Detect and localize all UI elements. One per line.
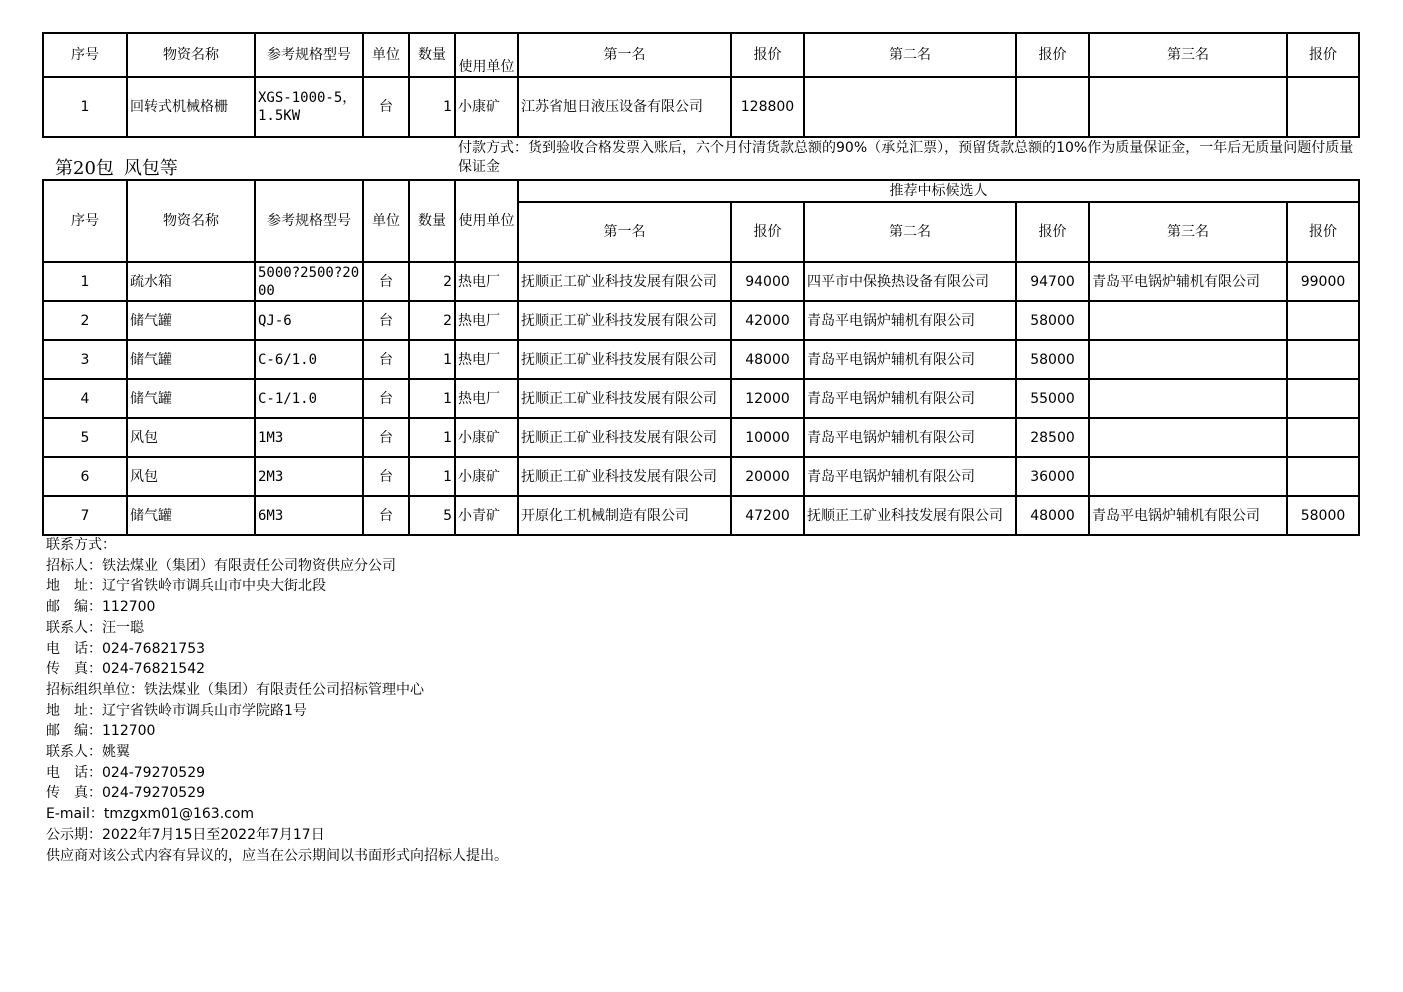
header-second: 第二名 [804,202,1016,262]
cell-price-1: 48000 [731,340,804,379]
cell-spec: 6M3 [255,496,363,535]
header-qty: 数量 [409,33,455,77]
cell-dept: 热电厂 [455,262,518,301]
cell-third [1089,301,1287,340]
cell-second: 四平市中保换热设备有限公司 [804,262,1016,301]
objection-notice: 供应商对该公式内容有异议的，应当在公示期间以书面形式向招标人提出。 [46,847,508,864]
cell-price-2: 58000 [1016,301,1089,340]
cell-name: 储气罐 [127,379,255,418]
cell-name: 疏水箱 [127,262,255,301]
table-header-row [43,33,1359,77]
cell-price-3: 58000 [1287,496,1359,535]
package-title [55,154,188,180]
cell-unit: 台 [363,418,409,457]
cell-second: 青岛平电锅炉辅机有限公司 [804,457,1016,496]
agency-address: 地 址：辽宁省铁岭市调兵山市学院路1号 [46,702,307,719]
cell-price-3: 99000 [1287,262,1359,301]
publicity-period: 公示期：2022年7月15日至2022年7月17日 [46,826,325,843]
cell-seq: 7 [43,496,127,535]
contact-info [46,535,508,866]
header-recommend: 推荐中标候选人 [518,180,1359,202]
cell-qty: 5 [409,496,455,535]
bid-table-previous-package [42,32,1360,138]
table-row [43,457,1359,496]
cell-unit: 台 [363,496,409,535]
cell-seq: 3 [43,340,127,379]
cell-qty: 2 [409,301,455,340]
table-header-row [43,180,1359,202]
cell-name: 储气罐 [127,496,255,535]
cell-first: 抚顺正工矿业科技发展有限公司 [518,418,731,457]
cell-spec: XGS-1000-5，1.5KW [255,77,363,137]
table-row [43,340,1359,379]
cell-third [1089,340,1287,379]
cell-price-1: 94000 [731,262,804,301]
tenderer-fax: 传 真：024-76821542 [46,661,206,678]
cell-third: 青岛平电锅炉辅机有限公司 [1089,496,1287,535]
cell-price-1: 42000 [731,301,804,340]
cell-first: 抚顺正工矿业科技发展有限公司 [518,457,731,496]
header-third: 第三名 [1089,202,1287,262]
cell-price-3 [1287,418,1359,457]
cell-first: 江苏省旭日液压设备有限公司 [518,77,731,137]
header-price-3: 报价 [1287,33,1359,77]
header-price-2: 报价 [1016,202,1089,262]
cell-qty: 1 [409,379,455,418]
agency-postcode: 邮 编：112700 [46,723,156,740]
cell-price-2: 48000 [1016,496,1089,535]
header-second: 第二名 [804,33,1016,77]
contact-heading: 联系方式： [46,537,116,553]
cell-dept: 热电厂 [455,340,518,379]
cell-qty: 1 [409,77,455,137]
table-row [43,262,1359,301]
cell-first: 抚顺正工矿业科技发展有限公司 [518,340,731,379]
cell-price-2: 58000 [1016,340,1089,379]
cell-price-1: 20000 [731,457,804,496]
header-dept: 使用单位 [455,33,518,77]
cell-qty: 2 [409,262,455,301]
tenderer-postcode: 邮 编：112700 [46,599,156,616]
cell-dept: 热电厂 [455,301,518,340]
cell-seq: 1 [43,262,127,301]
agency-phone: 电 话：024-79270529 [46,764,206,781]
cell-third [1089,379,1287,418]
package-number: 第20包 [55,158,114,179]
cell-spec: C-6/1.0 [255,340,363,379]
cell-dept: 热电厂 [455,379,518,418]
cell-name: 回转式机械格栅 [127,77,255,137]
header-price-2: 报价 [1016,33,1089,77]
cell-price-1: 47200 [731,496,804,535]
cell-unit: 台 [363,379,409,418]
cell-third: 青岛平电锅炉辅机有限公司 [1089,262,1287,301]
table-row [43,496,1359,535]
cell-unit: 台 [363,457,409,496]
header-price-3: 报价 [1287,202,1359,262]
cell-second [804,77,1016,137]
cell-spec: 5000?2500?2000 [255,262,363,301]
cell-first: 开原化工机械制造有限公司 [518,496,731,535]
header-first: 第一名 [518,33,731,77]
table-row [43,301,1359,340]
cell-price-2: 36000 [1016,457,1089,496]
cell-unit: 台 [363,262,409,301]
cell-seq: 1 [43,77,127,137]
header-price-1: 报价 [731,33,804,77]
header-price-1: 报价 [731,202,804,262]
cell-first: 抚顺正工矿业科技发展有限公司 [518,262,731,301]
cell-second: 青岛平电锅炉辅机有限公司 [804,418,1016,457]
cell-spec: 1M3 [255,418,363,457]
cell-price-1: 128800 [731,77,804,137]
header-seq: 序号 [43,180,127,262]
agency-contact-person: 联系人：姚翼 [46,744,130,761]
cell-unit: 台 [363,77,409,137]
cell-dept: 小康矿 [455,77,518,137]
tenderer-line: 招标人：铁法煤业（集团）有限责任公司物资供应分公司 [46,557,396,574]
tenderer-address: 地 址：辽宁省铁岭市调兵山市中央大街北段 [46,578,326,595]
header-third: 第三名 [1089,33,1287,77]
cell-price-3 [1287,301,1359,340]
package-name: 风包等 [123,158,178,179]
cell-seq: 4 [43,379,127,418]
table-row [43,418,1359,457]
cell-first: 抚顺正工矿业科技发展有限公司 [518,301,731,340]
cell-dept: 小青矿 [455,496,518,535]
cell-name: 风包 [127,457,255,496]
cell-qty: 1 [409,418,455,457]
header-spec: 参考规格型号 [255,33,363,77]
tenderer-phone: 电 话：024-76821753 [46,640,206,657]
cell-spec: QJ-6 [255,301,363,340]
header-unit: 单位 [363,33,409,77]
header-name: 物资名称 [127,33,255,77]
cell-price-2: 28500 [1016,418,1089,457]
cell-dept: 小康矿 [455,418,518,457]
cell-price-2: 55000 [1016,379,1089,418]
email-line: E-mail：tmzgxm01@163.com [46,806,255,823]
cell-second: 青岛平电锅炉辅机有限公司 [804,340,1016,379]
cell-unit: 台 [363,340,409,379]
header-name: 物资名称 [127,180,255,262]
cell-price-3 [1287,77,1359,137]
cell-seq: 6 [43,457,127,496]
cell-qty: 1 [409,457,455,496]
cell-second: 抚顺正工矿业科技发展有限公司 [804,496,1016,535]
cell-spec: C-1/1.0 [255,379,363,418]
header-dept: 使用单位 [455,180,518,262]
header-unit: 单位 [363,180,409,262]
cell-qty: 1 [409,340,455,379]
cell-third [1089,418,1287,457]
header-spec: 参考规格型号 [255,180,363,262]
cell-price-3 [1287,379,1359,418]
cell-dept: 小康矿 [455,457,518,496]
cell-seq: 2 [43,301,127,340]
cell-price-2 [1016,77,1089,137]
cell-name: 储气罐 [127,340,255,379]
tenderer-contact-person: 联系人：汪一聪 [46,619,144,636]
cell-price-1: 10000 [731,418,804,457]
cell-price-3 [1287,457,1359,496]
cell-second: 青岛平电锅炉辅机有限公司 [804,301,1016,340]
agency-fax: 传 真：024-79270529 [46,785,206,802]
cell-third [1089,77,1287,137]
cell-spec: 2M3 [255,457,363,496]
cell-price-1: 12000 [731,379,804,418]
cell-seq: 5 [43,418,127,457]
cell-unit: 台 [363,301,409,340]
header-qty: 数量 [409,180,455,262]
cell-name: 储气罐 [127,301,255,340]
bid-table-package-20 [42,179,1360,536]
cell-price-3 [1287,340,1359,379]
payment-terms: 付款方式：货到验收合格发票入账后，六个月付清货款总额的90%（承兑汇票），预留货款总额的10%作为质量保证金，一年后无质量问题付质量保证金 [458,140,1354,175]
table-row [43,379,1359,418]
header-first: 第一名 [518,202,731,262]
cell-second: 青岛平电锅炉辅机有限公司 [804,379,1016,418]
cell-third [1089,457,1287,496]
table-row [43,77,1359,137]
cell-price-2: 94700 [1016,262,1089,301]
agency-line: 招标组织单位：铁法煤业（集团）有限责任公司招标管理中心 [46,681,424,698]
cell-name: 风包 [127,418,255,457]
header-seq: 序号 [43,33,127,77]
cell-first: 抚顺正工矿业科技发展有限公司 [518,379,731,418]
